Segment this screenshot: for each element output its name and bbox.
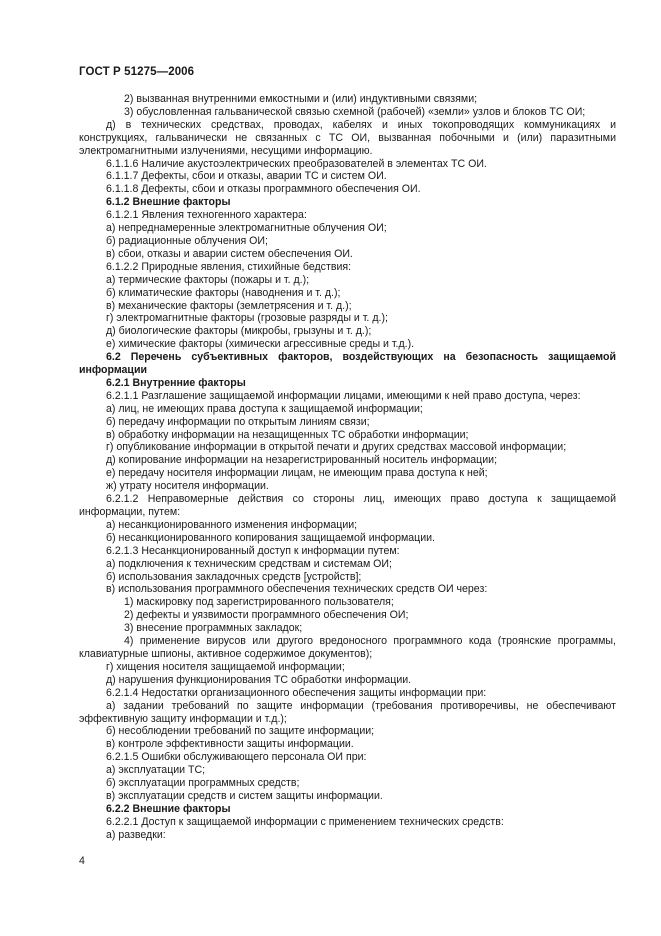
text-line: а) термические факторы (пожары и т. д.);: [106, 273, 310, 286]
text-line: а) подключения к техническим средствам и системам ОИ;: [106, 557, 392, 570]
text-line: а) эксплуатации ТС;: [106, 764, 206, 777]
text-line: а) несанкционированного изменения информации;: [106, 518, 358, 531]
text-line: г) опубликование информации в открытой печати и других средствах массовой информации;: [106, 441, 567, 454]
text-line: 6.2.1.1 Разглашение защищаемой информации лицами, имеющими к ней право доступа, через:: [106, 389, 581, 402]
text-line: д) нарушения функционирования ТС обработки информации.: [106, 673, 412, 686]
text-line: в) механические факторы (землетрясения и т. д.);: [106, 299, 352, 312]
text-line: 3) обусловленная гальванической связью схемной (рабочей) «земли» узлов и блоков ТС ОИ;: [124, 105, 586, 118]
text-line: 2) вызванная внутренними емкостными и (или) индуктивными связями;: [124, 93, 478, 105]
text-line: 6.2.1.2 Неправомерные действия со стороны лиц, имеющих право доступа к защищаемой информации, путем:: [79, 493, 616, 518]
text-line: в) сбои, отказы и аварии систем обеспечения ОИ.: [106, 247, 353, 260]
text-line: а) задании требований по защите информации (требования противоречивы, не обеспечивают эффективную защиту информации и т.д.);: [79, 699, 616, 725]
section-heading: 6.2.2 Внешние факторы: [106, 802, 231, 815]
text-line: г) хищения носителя защищаемой информации;: [106, 660, 345, 673]
text-line: в) обработку информации на незащищенных ТС обработки информации;: [106, 428, 469, 441]
text-line: б) передачу информации по открытым линиям связи;: [106, 415, 370, 428]
text-line: 1) маскировку под зарегистрированного пользователя;: [124, 596, 394, 609]
text-line: а) разведки:: [106, 828, 166, 841]
section-heading: 6.2.1 Внутренние факторы: [106, 376, 246, 389]
text-line: 6.1.2.2 Природные явления, стихийные бедствия:: [106, 260, 352, 273]
text-line: 2) дефекты и уязвимости программного обеспечения ОИ;: [124, 609, 409, 622]
text-line: е) передачу носителя информации лицам, не имеющим права доступа к ней;: [106, 467, 488, 480]
text-line: 6.2.1.3 Несанкционированный доступ к информации путем:: [106, 544, 400, 557]
text-line: д) биологические факторы (микробы, грызуны и т. д.);: [106, 325, 372, 338]
text-line: в) контроле эффективности защиты информации.: [106, 738, 354, 751]
text-line: б) использования закладочных средств [устройств];: [106, 570, 362, 583]
text-line: ж) утрату носителя информации.: [106, 480, 269, 493]
text-line: 6.1.1.6 Наличие акустоэлектрических преобразователей в элементах ТС ОИ.: [106, 157, 487, 170]
text-line: 6.1.2.1 Явления техногенного характера:: [106, 209, 307, 222]
text-line: 6.2.2.1 Доступ к защищаемой информации с применением технических средств:: [106, 815, 504, 828]
section-heading: 6.2 Перечень субъективных факторов, воздействующих на безопасность защищаемой информации: [79, 351, 616, 377]
text-line: б) климатические факторы (наводнения и т. д.);: [106, 286, 341, 299]
text-line: в) эксплуатации средств и систем защиты информации.: [106, 789, 383, 802]
text-line: д) в технических средствах, проводах, кабелях и иных токопроводящих коммуникациях и конструкциях, гальванически не связанных с ТС ОИ, вызванная побочными и (или) паразитными электромагнитными излучениями, несущими информацию.: [79, 118, 616, 157]
text-line: г) электромагнитные факторы (грозовые разряды и т. д.);: [106, 312, 388, 325]
document-header: ГОСТ Р 51275—2006: [79, 66, 195, 78]
text-line: б) эксплуатации программных средств;: [106, 777, 300, 790]
text-line: 4) применение вирусов или другого вредоносного программного кода (троянские программы, клавиатурные шпионы, активное содержимое документов);: [79, 635, 616, 660]
text-line: а) непреднамеренные электромагнитные облучения ОИ;: [106, 222, 387, 235]
section-heading: 6.1.2 Внешние факторы: [106, 196, 231, 209]
text-line: б) несанкционированного копирования защищаемой информации.: [106, 531, 435, 544]
text-line: б) радиационные облучения ОИ;: [106, 234, 268, 247]
text-line: б) несоблюдении требований по защите информации;: [106, 725, 375, 738]
text-line: е) химические факторы (химически агрессивные среды и т.д.).: [106, 338, 415, 351]
text-line: 6.1.1.7 Дефекты, сбои и отказы, аварии ТС и систем ОИ.: [106, 170, 387, 183]
text-line: 3) внесение программных закладок;: [124, 622, 303, 635]
page-number: 4: [79, 855, 85, 867]
text-line: в) использования программного обеспечения технических средств ОИ через:: [106, 583, 488, 596]
text-line: 6.2.1.5 Ошибки обслуживающего персонала ОИ при:: [106, 751, 367, 764]
text-line: д) копирование информации на незарегистрированный носитель информации;: [106, 454, 498, 467]
text-line: 6.1.1.8 Дефекты, сбои и отказы программного обеспечения ОИ.: [106, 183, 421, 196]
text-line: а) лиц, не имеющих права доступа к защищаемой информации;: [106, 402, 423, 415]
document-body: [79, 93, 616, 842]
text-line: 6.2.1.4 Недостатки организационного обеспечения защиты информации при:: [106, 686, 487, 699]
